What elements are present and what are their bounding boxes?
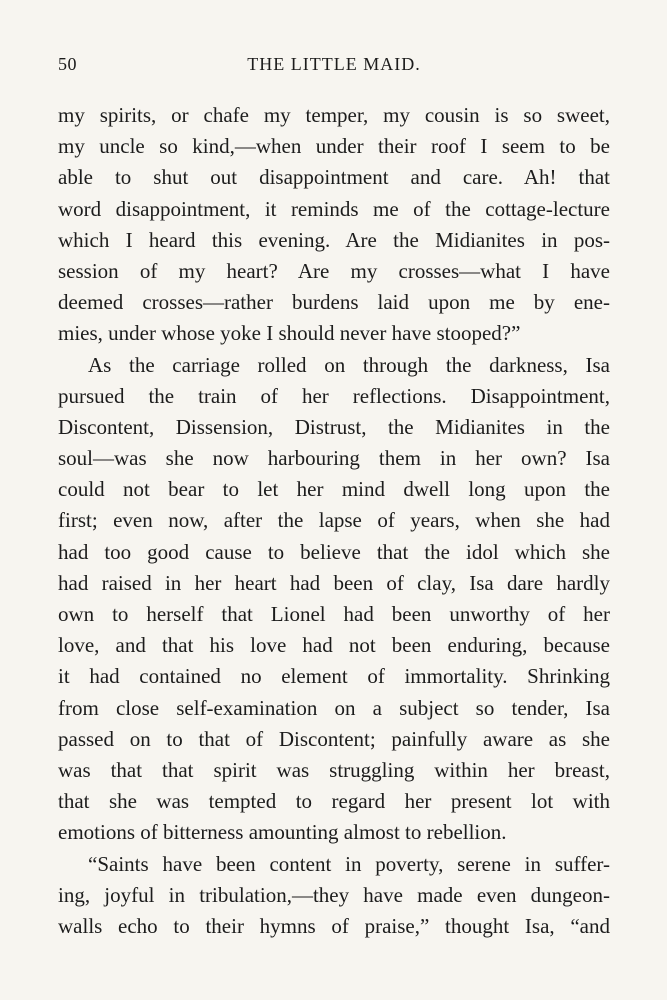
text-line: which I heard this evening. Are the Midianites in pos- [58,227,610,252]
text-line: session of my heart? Are my crosses—what I have [58,258,610,283]
text-line: soul—was she now harbouring them in her own? Isa [58,446,610,471]
text-line: walls echo to their hymns of praise,” thought Isa, “and [58,913,610,938]
paragraph-start-line: “Saints have been content in poverty, serene in suffer- [88,851,610,876]
text-line: it had contained no element of immortality. Shrinking [58,664,610,689]
text-line: could not bear to let her mind dwell long upon the [58,477,610,502]
text-line: word disappointment, it reminds me of the cottage-lecture [58,196,610,221]
text-line: Discontent, Dissension, Distrust, the Midianites in the [58,414,610,439]
paragraph-start-line: As the carriage rolled on through the darkness, Isa [88,352,610,377]
text-line: from close self-examination on a subject so tender, Isa [58,695,610,720]
text-line: was that that spirit was struggling within her breast, [58,757,610,782]
text-line: deemed crosses—rather burdens laid upon me by ene- [58,290,610,315]
text-line: ing, joyful in tribulation,—they have made even dungeon- [58,882,610,907]
text-line: my uncle so kind,—when under their roof I seem to be [58,134,610,159]
text-line: that she was tempted to regard her present lot with [58,789,610,814]
text-line: had raised in her heart had been of clay, Isa dare hardly [58,570,610,595]
text-line: mies, under whose yoke I should never have stooped?” [58,321,521,346]
text-line: pursued the train of her reflections. Disappointment, [58,383,610,408]
running-title: THE LITTLE MAID. [247,54,421,74]
text-line: emotions of bitterness amounting almost to rebellion. [58,820,507,845]
body-text [58,100,610,942]
running-head [58,54,610,78]
text-line: had too good cause to believe that the idol which she [58,539,610,564]
text-line: love, and that his love had not been enduring, because [58,633,610,658]
text-line: my spirits, or chafe my temper, my cousin is so sweet, [58,103,610,127]
page-number: 50 [58,54,77,74]
text-line: first; even now, after the lapse of years, when she had [58,508,610,533]
text-line: able to shut out disappointment and care. Ah! that [58,165,610,190]
text-line: passed on to that of Discontent; painfully aware as she [58,726,610,751]
text-line: own to herself that Lionel had been unworthy of her [58,602,610,626]
